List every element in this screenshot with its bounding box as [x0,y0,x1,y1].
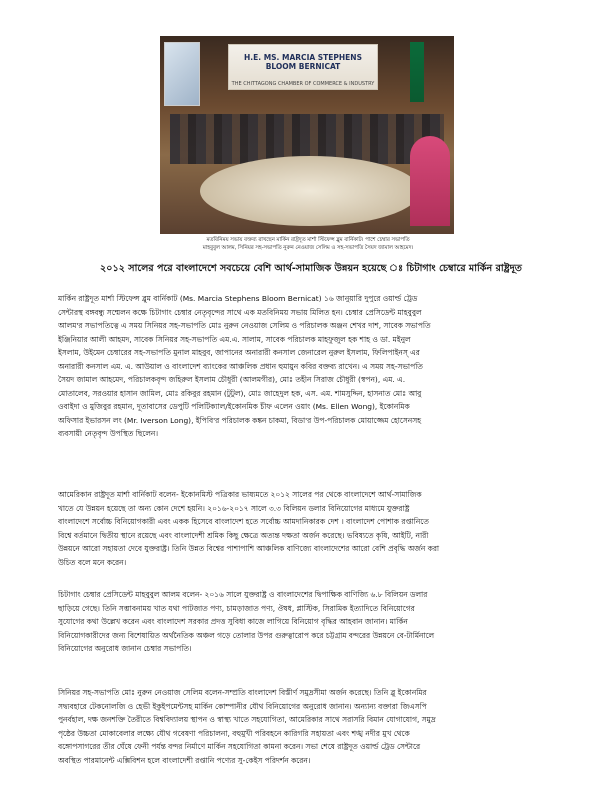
paragraph-line: বাংলাদেশে সর্বোচ্চ বিনিয়োগকারী এবং একক হিসেবে বাংলাদেশ হতে সর্বোচ্চ আমদানিকারক দেশ । বাংলাদেশ পোশাক রপ্তানিতে [58,517,429,526]
paragraph-line: সদ্ব্যবহারে টেকনোলজি ও হেভী ইকুইপমেন্টসহ মার্কিন কোম্পানীর যৌথ বিনিয়োগের অনুরোধ জানান। অন্যান্য বক্তারা জিএসপি [58,701,427,711]
paragraph-2 [58,488,554,569]
flag [410,42,424,102]
paragraph-line: মোতালেব, সরওয়ার হাসান জামিল, মোঃ রকিবুর রহমান (টুটুল), মোঃ জাহেদুল হক, এস. এম. শামসুদ্দিন, হাসনাত মোঃ আবু [58,388,422,398]
caption-line: মতবিনিময় সভায় বক্তব্য রাখছেন মার্কিন রাষ্ট্রদূত মার্শা স্টিফেন্স ব্লুম বার্নিকাট। পাশে চেম্বার সভাপতি [206,237,410,243]
paragraph-line: ব্যবসায়ী নেতৃবৃন্দ উপস্থিত ছিলেন। [58,429,158,438]
meeting-photo [160,36,454,234]
paragraph-3 [58,588,554,656]
paragraph-line: অবস্থিত পারমানেন্ট এক্সিবিশন হলে বাংলাদেশী রপ্তানি পণ্যের সু-কেইস পরিদর্শন করেন। [58,755,311,765]
paragraph-1 [58,292,554,441]
paragraph-line: অনারারী কনসাল এম. এ. আউয়াল ও বাংলাদেশ ব্যাংকের আঞ্চলিক প্রধান হুমায়ুন কবির বক্তব্য রাখেন। এ সময় সহ-সভাপতি [58,361,423,371]
banner-subtitle: THE CHITTAGONG CHAMBER OF COMMERCE & INDUSTRY [231,81,375,87]
paragraph-line: বিশ্বে বর্তমানে দ্বিতীয় স্থানে রয়েছে এবং বাংলাদেশী শ্রমিক কিছু ক্ষেত্রে অত্যন্ত দক্ষতা অর্জন করেছে। ভবিষ্যতে কৃষি, আইটি, নারী [58,530,429,540]
photo-caption [158,236,458,252]
paragraph-line: খাতে যে উন্নয়ন হয়েছে তা অন্য কোন দেশে হয়নি। ২০১৬-২০১৭ সালে ৩.৩ বিলিয়ন ডলার বিনিয়োগের মাধ্যমে যুক্তরাষ্ট্র [58,503,410,513]
paragraph-line: উন্নয়নে আরো সহায়তা দেবে যুক্তরাষ্ট্র। তিনি উন্নত বিশ্বের পাশাপাশি আঞ্চলিক বাণিজ্যে বাংলাদেশের আরো বেশি প্রবৃদ্ধি অর্জন করা [58,544,440,553]
caption-line: মাহবুবুল আলম, সিনিয়র সহ-সভাপতি নুরুন নেওয়াজ সেলিম ও সহ-সভাপতি সৈয়দ জামাল আহমেদ। [202,245,414,251]
paragraph-line: ইসলাম, উইমেন চেম্বারের সহ-সভাপতি মুনাল মাহবুব, জাপানের অনারারী কনসাল জেনারেল নুরুল ইসলাম, ফিলিপাইনস্ এর [58,348,420,357]
paragraph-line: সৈয়দ জামাল আহমেদ, পরিচালকবৃন্দ জহিরুল ইসলাম চৌধুরী (আলমগীর), মোঃ তহীন সিরাজ চৌধুরী (স্বপন), এম. এ. [58,375,406,384]
paragraph-line: সুযোগের কথা উল্লেখ করেন এবং বাংলাদেশ সরকার প্রদত্ত সুবিধা কাজে লাগিয়ে বিনিয়োগ বৃদ্ধির আহবান জানান। মার্কিন [58,617,408,626]
paragraph-line: আমেরিকান রাষ্ট্রদূত মার্শা বার্নিকাট বলেন- ইকোনমিস্ট পত্রিকার ভাষ্যমতে ২০১২ সালের পর থেকে বাংলাদেশে আর্থ-সামাজিক [58,490,422,499]
conference-table [200,156,420,226]
paragraph-line: উচিত বলে মনে করেন। [58,557,127,567]
paragraph-line: পৃষ্ঠের উচ্চতা মোকাবেলার লক্ষ্যে যৌথ গবেষণা পরিচালনা, বহুমুখী পরিবহনে কারিগরি সহায়তা এবং শঙ্খ নদীর মুখ থেকে [58,728,410,738]
event-banner [228,44,378,90]
paragraph-line: অফিসার ইভারসন লং (Mr. Iverson Long), ইপিবি'র পরিচালক কঙ্কন চাকমা, বিডা'র উপ-পরিচালক মোয়াজ্জেম হোসেনসহ [58,415,422,425]
projector-screen [164,42,200,106]
paragraph-line: সেন্টারস্থ বঙ্গবন্ধু সম্মেলন কক্ষে চিটাগাং চেম্বার নেতৃবৃন্দের সাথে এক মতবিনিময় সভায় মিলিত হন। চেম্বার প্রেসিডেন্ট মাহবুবুল [58,307,422,317]
paragraph-line: আলম'র সভাপতিত্বে এ সময় সিনিয়র সহ-সভাপতি মোঃ নুরুন নেওয়াজ সেলিম ও পরিচালক অঞ্জন শেখর দাশ, সাবেক সভাপতি [58,321,431,330]
paragraph-line: ইঞ্জিনিয়ার আলী আহমদ, সাবেক সিনিয়র সহ-সভাপতি এম.এ. সালাম, সাবেক পরিচালক মাহফুজুল হক শাহ ও ডা. মইনুল [58,334,411,344]
paragraph-line: ছাড়িয়ে গেছে। তিনি সম্ভাবনাময় খাত যথা পাটজাত পণ্য, চামড়াজাত পণ্য, ঔষধ, প্লাস্টিক, সিরামিক ইত্যাদিতে বিনিয়োগের [58,603,415,613]
paragraph-line: মার্কিন রাষ্ট্রদূত মার্শা স্টিফেন্স ব্লুম বার্নিকাট (Ms. Marcia Stephens Bloom Bernicat) ১৬ জানুয়ারি দুপুরে ওয়ার্ল্ড ট্রেড [58,294,418,303]
paragraph-line: চিটাগাং চেম্বার প্রেসিডেন্ট মাহবুবুল আলম বলেন- ২০১৬ সালে যুক্তরাষ্ট্র ও বাংলাদেশের দ্বিপাক্ষিক বাণিজ্যি ৬.৮ বিলিয়ন ডলার [58,590,428,599]
paragraph-4 [58,686,554,767]
banner-title: H.E. MS. MARCIA STEPHENS BLOOM BERNICAT [243,53,362,71]
paragraph-line: ওবাইদা ও মুজিবুর রহমান, দূতাবাসের ডেপুটি পলিটিক্যাল/ইকোনমিক চীফ এলেন ওয়াং (Ms. Ellen Wong), ইকোনমিক [58,402,410,411]
headline: ২০১২ সালের পরে বাংলাদেশে সবচেয়ে বেশি আর্থ-সামাজিক উন্নয়ন হয়েছে ঃ চিটাগাং চেম্বারে মার্কিন রাষ্ট্রদূত [100,263,522,274]
paragraph-line: বিনিয়োগের অনুরোধ জানান চেম্বার সভাপতি। [58,644,192,653]
attendee-foreground [410,136,450,226]
paragraph-line: বিনিয়োগকারীদের জন্য বিশেষায়িত অর্থনৈতিক অঞ্চল গড়ে তোলার উপর গুরুত্বারোপ করে চট্টগ্রাম বন্দরের উন্নয়নে বে-টার্মিনালে [58,630,435,640]
paragraph-line: বঙ্গোপসাগরের তীর ঘেঁষে ফেনী পর্যন্ত বন্দর নির্মাণে মার্কিন সহযোগিতা কামনা করেন। সভা শেষে রাষ্ট্রদূত ওয়ার্ল্ড ট্রেড সেন্টারে [58,742,421,751]
paragraph-line: সিনিয়র সহ-সভাপতি মোঃ নুরুন নেওয়াজ সেলিম বলেন-সম্প্রতি বাংলাদেশ বিস্তীর্ণ সমুদ্রসীমা অর্জন করেছে। তিনি ব্লু ইকোনমির [58,688,427,697]
paragraph-line: পুনর্বহাল, দক্ষ জনশক্তি তৈরীতে বিশ্ববিদ্যালয় স্থাপন ও স্বাস্থ্য খাতে সহযোগিতা, আমেরিকার সাথে সরাসরি বিমান যোগাযোগ, সমুদ্র [58,715,436,724]
